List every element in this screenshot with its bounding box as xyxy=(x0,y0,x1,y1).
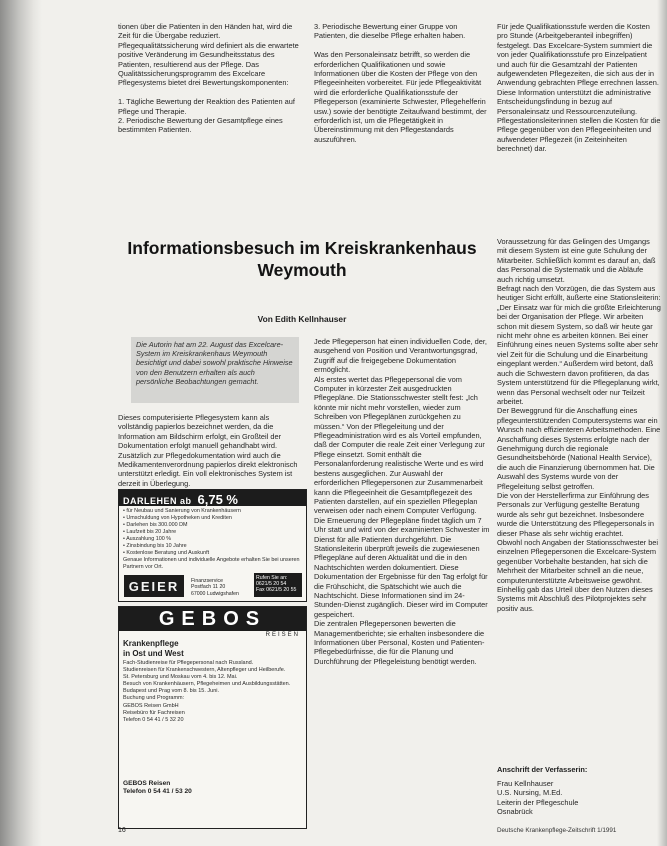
loan-ad-rate: 6,75 % xyxy=(197,492,238,507)
page-spine-shadow xyxy=(0,0,42,846)
loan-ad-label: DARLEHEN ab xyxy=(123,496,192,506)
top-text-column-1: tionen über die Patienten in den Händen hat, wird die Zeit für die Übergabe reduziert. Pflegequalitätssicherung wird definiert als die erwartete positive Veränderung im Gesundheitsstatus des Patienten, resultierend aus der Pflege. Das Qualitätssicherungsprogramm des Excelcare Pflegesystems bietet drei Bewertungskomponenten: 1. Tägliche Bewertung der Reaktion des Patienten auf Pflege und Therapie. 2. Periodische Bewertung der Gesamtpflege eines bestimmten Patienten. xyxy=(118,22,299,135)
gebos-logo: GEBOS xyxy=(119,607,306,631)
article-title: Informationsbesuch im Kreiskrankenhaus Weymouth xyxy=(127,238,477,280)
loan-ad-header xyxy=(119,490,306,506)
article-abstract: Die Autorin hat am 22. August das Excelcare-System im Kreiskrankenhaus Weymouth besichtigt und dabei sowohl praktische Hinweise von den Benutzern erhalten als auch persönliche Beobachtungen gemacht. xyxy=(131,337,299,403)
travel-advertisement xyxy=(118,606,307,829)
running-footer: Deutsche Krankenpflege-Zeitschrift 1/1991 xyxy=(497,827,617,834)
loan-ad-details: • für Neubau und Sanierung von Krankenhäusern • Umschuldung von Hypotheken und Krediten • Darlehen bis 300.000 DM • Laufzeit bis 20 Jahre • Auszahlung 100 % • Zinsbindung bis 10 Jahre • Kostenlose Beratung und Auskunft Genaue Informationen und individuelle Angebote erhalten Sie bei unseren Partnern vor Ort. xyxy=(123,508,300,570)
travel-ad-footer: GEBOS Reisen Telefon 0 54 41 / 53 20 xyxy=(123,780,192,795)
article-author: Von Edith Kellnhauser xyxy=(257,314,347,324)
article-intro-text: Dieses computerisierte Pflegesystem kann als vollständig papierlos bezeichnet werden, da die Information am Bildschirm erfolgt, ein Großteil der Dokumentation erfolgt manuell gehandhabt wird. Zusätzlich zur Pflegedokumentation wird auch die Medikamentenverordnung papierlos direkt elektronisch unterstützt erledigt. Ein voll elektronisches System ist derzeit in Überlegung. xyxy=(118,413,298,488)
loan-ad-contact: Finanzservice Postfach 11 20 67000 Ludwigshafen xyxy=(191,577,239,597)
loan-advertisement xyxy=(118,489,307,602)
gebos-logo-subtitle: REISEN xyxy=(265,632,300,638)
travel-ad-body: Fach-Studienreise für Pflegepersonal nach Russland. Studienreisen für Krankenschwestern, Altenpfleger und Heilberufe. St. Petersburg und Moskau vom 4. bis 12. Mai. Besuch von Krankenhäusern, Pflegeheimen und Ausbildungsstätten. Budapest und Prag vom 8. bis 15. Juni. Buchung und Programm: GEBOS Reisen GmbH Reisebüro für Fachreisen Telefon 0 54 41 / 5 32 20 xyxy=(123,660,291,723)
advertisement-column xyxy=(118,489,307,829)
author-address: Frau Kellnhauser U.S. Nursing, M.Ed. Leiterin der Pflegeschule Osnabrück xyxy=(497,779,579,817)
top-text-column-3: Für jede Qualifikationsstufe werden die Kosten pro Stunde (Arbeitgeberanteil inbegriffen) festgelegt. Das Excelcare-System summiert die von jeder Qualifikationsstufe pro Einzelpatient und auch für die Gesamtzahl der Patienten aufgewendeten Pflegezeiten, die sich aus der in Anwendung gebrachten Pflege errechnen lassen. Diese Information unterstützt die administrative Entscheidungsfindung in bezug auf Personaleinsatz und Ressourcenzuteilung. Pflegestationsleiterinnen stellen die Kosten für die Pflege gegenüber von den Pflegeeinheiten und aufwendeter Pflegezeit (in Zeiteinheiten berechnet) dar. xyxy=(497,22,661,154)
article-middle-column: Jede Pflegeperson hat einen individuellen Code, der, ausgehend von Position und Verantwortungsgrad, Zugriff auf die freigegebene Dokumentation ermöglicht. Als erstes wertet das Pflegepersonal die vom Computer in kürzester Zeit ausgedruckten Pflegepläne. Die Stationsschwester stellt fest: „Ich könnte mir nicht mehr vorstellen, wieder zum Schreiben von Pflegeplänen zurückgehen zu müssen.“ Von der Pflegeleitung und der Pflegeadministration wird es als Vorteil empfunden, daß der Computer die reale Zeit einer Verlegung zur Pflege einsetzt. Somit enthält die Personalanforderung realistische Werte und es wird bestens ausgeglichen. Zur Auswahl der erforderlichen Pflegepersonen zur Zusammenarbeit kann die Pflegeeinheit die Gesamtpflegezeit des Patienten darstellen, auf ein speziellen Pflegeplan verweisen oder nach einem Computer Verfügung. Die Erneuerung der Pflegepläne findet täglich um 7 Uhr statt und wird von der examinierten Schwester im Dienst für alle Patienten durchgeführt. Die Stationsleiterin überprüft jeweils die zugewiesenen Pflegepläne auf deren Aktualität und die in den Nachtschichten werden dokumentiert. Diese Dokumentation der Ergebnisse für den Tag erfolgt für die Frühschicht, die Spätschicht wie auch die Nachtschicht. Diese Informationen sind im 24-Stunden-Dienst zugänglich. Dieser wird im Computer gespeichert. Die zentralen Pflegepersonen bewerten die Managementberichte; sie erhalten insbesondere die Informationen über Personal, Kosten und Patienten-Pflegebedürfnisse, die für die Planung und Durchführung der Pflegeleistung benötigt werden. xyxy=(314,337,490,666)
loan-ad-hotline: Rufen Sie an: 0621/5 20 54 Fax 0621/5 20 55 xyxy=(254,573,302,597)
article-right-column: Voraussetzung für das Gelingen des Umgangs mit diesem System ist eine gute Schulung der Mitarbeiter. Schließlich kommt es darauf an, daß das Personal die Systematik und die Abläufe auch richtig umsetzt. Befragt nach den Vorzügen, die das System aus heutiger Sicht erfüllt, äußerte eine Stationsleiterin: „Der Einsatz war für mich die größte Erleichterung bei der Organisation der Pflege. Wir arbeiten schon mit diesem System, so daß wir heute gar nicht mehr ohne es arbeiten können. Bei einer Einführung eines neuen Systems sollte aber sehr viel Zeit für die Schulung und die Einarbeitung eingeplant werden.“ Außerdem wird betont, daß auch die Schwestern davon profitieren, da das System unterstützend für die Pflegeplanung wirkt, wenn das Personal wechselt oder nur Teilzeit arbeitet. Der Beweggrund für die Anschaffung eines pflegeunterstützenden Computersystems war ein Wunsch nach effizienteren Arbeitsmethoden. Eine Anschaffung dieses Systems erfolgte nach der Genehmigung durch die regionale Gesundheitsbehörde (National Health Service), die auch die Finanzierung übernommen hat. Die Auswahl des Systems wurde von der Pflegeleitung selbst getroffen. Die von der Herstellerfirma zur Einführung des Personals zur Verfügung gestellte Beratung wurde als sehr gut bezeichnet. Insbesondere wurde die Unterstützung des Pflegepersonals in dieser Phase als sehr wichtig erachtet. Obwohl noch Angaben der Stationsschwester bei einzelnen Pflegepersonen die Excelcare-System gegenüber Vorbehalte bestanden, hat sich die Mehrheit der Mitarbeiter schnell an die neue, computerunterstützte Arbeitsweise gewöhnt. Einhellig gab das Urteil über den Nutzen dieses Systems mit Abschluß des Pilotprojektes sehr positiv aus. xyxy=(497,237,661,613)
page-number: 16 xyxy=(118,827,126,834)
geier-logo: GEIER xyxy=(124,575,184,597)
author-address-heading: Anschrift der Verfasserin: xyxy=(497,765,588,774)
top-text-column-2: 3. Periodische Bewertung einer Gruppe von Patienten, die dieselbe Pflege erhalten haben. Was den Personaleinsatz betrifft, so werden die erforderlichen Qualifikationen und sowie Informationen über die Kosten der Pflege von den Pflegeeinheiten vorbereitet. Für jede Pflegeaktivität wird die erforderliche Qualifikationsstufe der Pflegeperson (examinierte Schwester, Pflegehelferin usw.) sowie der benötigte Zeitaufwand bestimmt, der erforderlich ist, um die Pflegetätigkeit in Übereinstimmung mit den Pflegestandards auszuführen. xyxy=(314,22,487,144)
travel-ad-headline: Krankenpflege in Ost und West xyxy=(123,639,184,658)
